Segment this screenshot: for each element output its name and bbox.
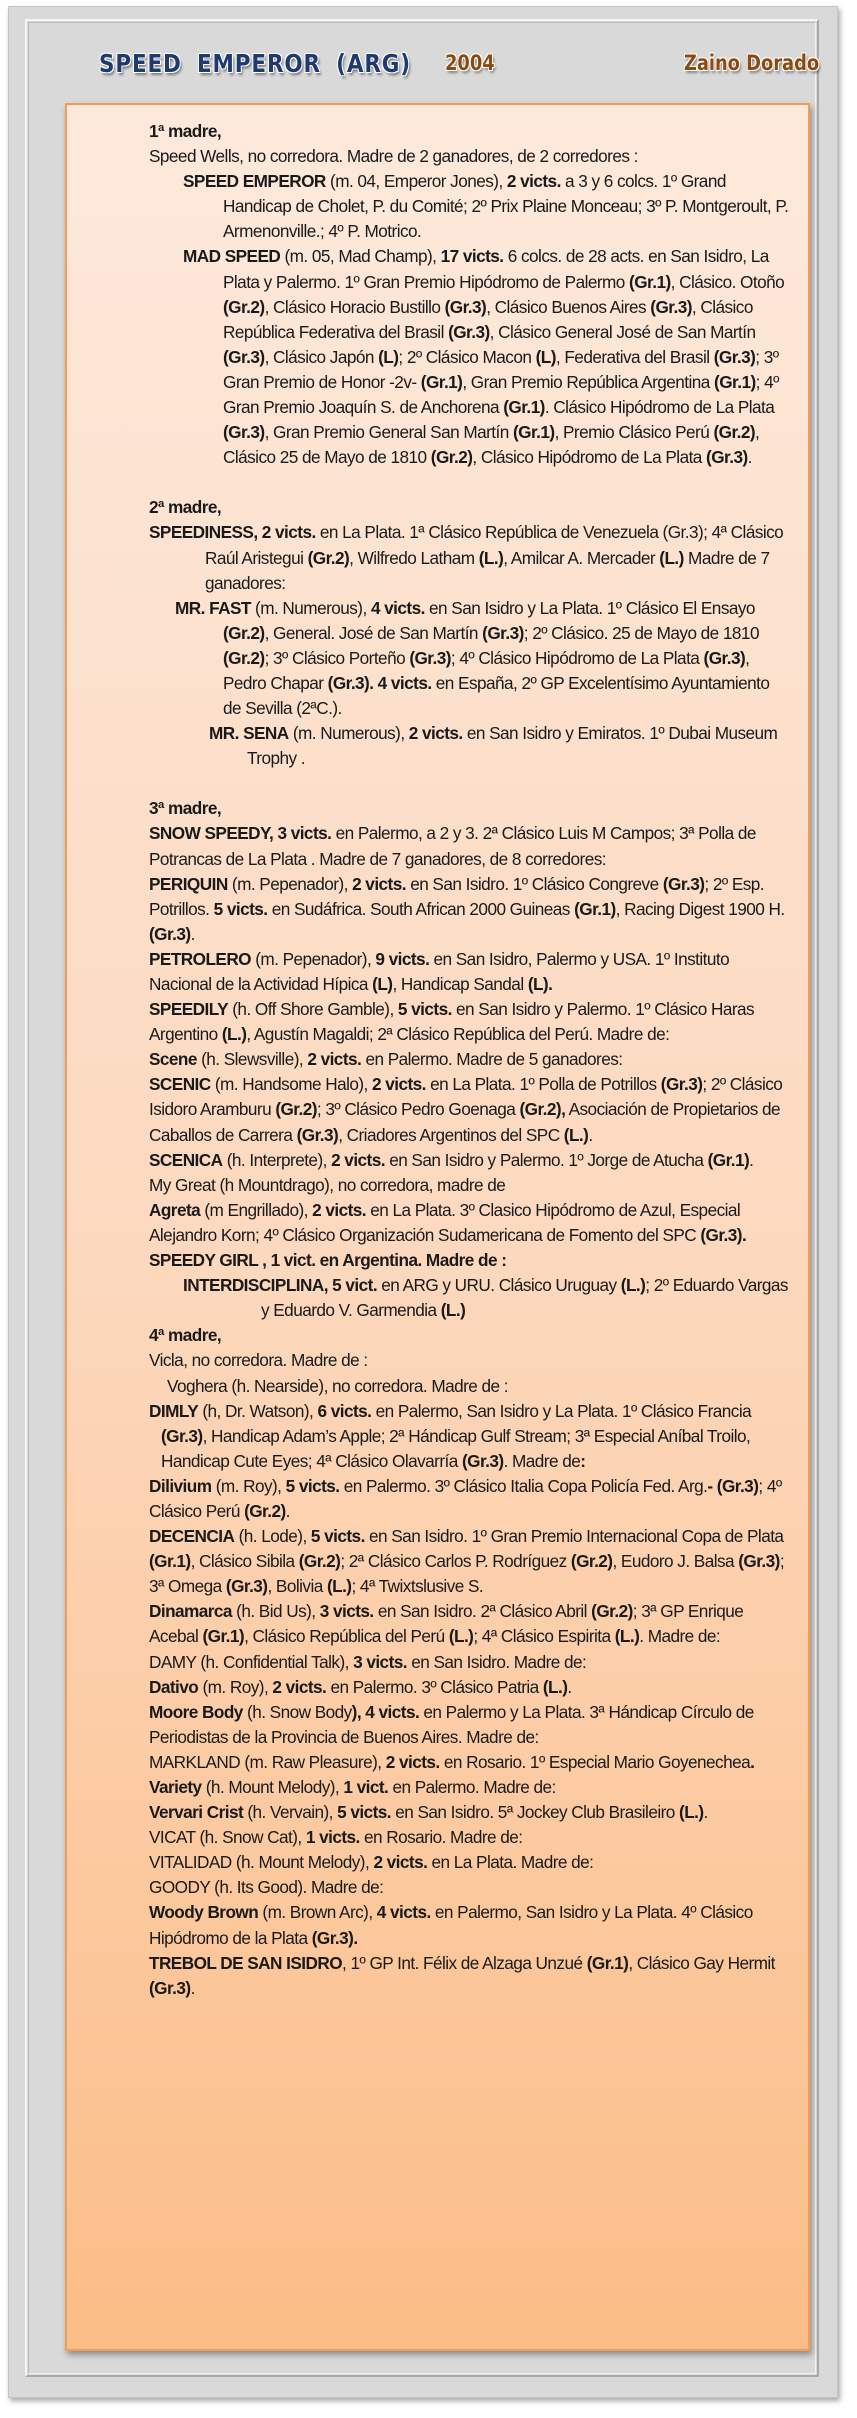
pedigree-entry	[149, 997, 789, 1047]
text-run: ; 3º Clásico Pedro Goenaga	[316, 1099, 520, 1120]
text-run: , Clásico General José de San Martín	[489, 321, 756, 342]
bold-run: (Gr.2)	[298, 1551, 341, 1572]
text-run: , Criadores Argentinos del SPC	[338, 1124, 564, 1145]
text-run: , Clásico Hipódromo de La Plata	[472, 447, 707, 468]
pedigree-entry	[149, 1173, 789, 1198]
page-frame	[8, 6, 838, 2398]
text-run: , Clásico Gay Hermit	[628, 1952, 775, 1973]
pedigree-entry	[149, 821, 789, 871]
birth-year: 2004	[445, 51, 495, 75]
text-run: en La Plata. 1ª Clásico República de Venezuela (Gr.3); 4ª Clásico Raúl Aristegui	[205, 522, 784, 568]
text-run: , General. José de San Martín	[264, 622, 483, 643]
text-run: , Wilfredo Latham	[349, 547, 479, 568]
text-run: en España, 2º GP Excelentísimo Ayuntamiento de Sevilla (2ªC.).	[223, 672, 770, 719]
bold-run: Scene	[149, 1049, 197, 1070]
text-run: , Eudoro J. Balsa	[612, 1551, 739, 1572]
text-run: , Racing Digest 1900 H.	[615, 898, 785, 919]
text-run: (m. Pepenador),	[251, 948, 376, 969]
bold-run: - (Gr.3)	[707, 1475, 759, 1496]
pedigree-entry	[149, 1524, 789, 1599]
text-run: en Palermo. Madre de 5 ganadores:	[361, 1049, 623, 1070]
text-run: en Palermo, a 2 y 3. 2ª Clásico Luis M Campos; 3ª Polla de Potrancas de La Plata . Madre de 7 ganadores, de 8 corredores:	[149, 823, 756, 869]
bold-run: (Gr.3)	[223, 422, 265, 443]
bold-run: (L.)	[326, 1576, 352, 1597]
bold-run: MAD SPEED	[183, 246, 281, 267]
text-run: a 3 y 6 colcs. 1º Grand Handicap de Cholet, P. du Comité; 2º Prix Plaine Monceau; 3º P. Montgeroult, P. Armenonville.; 4º P. Motrico.	[223, 171, 789, 242]
text-run: ; 4ª Clásico Espirita	[473, 1626, 615, 1647]
bold-run: (Gr.3)	[448, 321, 490, 342]
bold-run: PERIQUIN	[149, 873, 228, 894]
text-run: en San Isidro, Palermo y USA. 1º Instituto Nacional de la Actividad Hípica	[149, 948, 730, 994]
bold-run: (L)	[535, 346, 556, 367]
text-run: .	[285, 1500, 290, 1521]
pedigree-entry	[149, 1273, 789, 1323]
text-run: (m. Roy),	[198, 1676, 273, 1697]
text-run: , Premio Clásico Perú	[554, 422, 714, 443]
bold-run: (Gr.1)	[420, 371, 463, 392]
text-run: .	[567, 1676, 572, 1697]
text-run: (m. 05, Mad Champ),	[280, 246, 441, 267]
text-run: en Palermo y La Plata. 3ª Hándicap Círculo de Periodistas de la Provincia de Buenos Aires. Madre de:	[149, 1701, 754, 1747]
text-run: en San Isidro. 5ª Jockey Club Brasileiro	[391, 1802, 680, 1823]
text-run: MARKLAND (m. Raw Pleasure),	[149, 1751, 386, 1772]
bold-run: PETROLERO	[149, 948, 252, 969]
bold-run: SCENICA	[149, 1149, 223, 1170]
bold-run: (Gr.2)	[223, 647, 265, 668]
pedigree-panel	[65, 103, 810, 2351]
bold-run: SCENIC	[149, 1074, 211, 1095]
text-run: (h. Off Shore Gamble),	[228, 999, 398, 1020]
bold-run: Woody Brown	[149, 1902, 259, 1923]
bold-run: 1 vict.	[343, 1777, 389, 1797]
text-run: en Palermo. Madre de:	[388, 1777, 556, 1797]
text-run: en Palermo. 3º Clásico Patria	[326, 1676, 543, 1697]
header	[99, 49, 819, 85]
text-run: (m. Pepenador),	[227, 873, 353, 894]
text-run: , Agustín Magaldi; 2ª Clásico República del Perú. Madre de:	[246, 1024, 670, 1045]
bold-run: 2 victs.	[506, 171, 561, 192]
text-run: , Clásico Japón	[264, 346, 379, 367]
text-run: .	[190, 923, 195, 944]
bold-run: (Gr.2)	[223, 622, 265, 643]
text-run: (m. Numerous),	[250, 597, 371, 618]
text-run: (m. Numerous),	[288, 723, 409, 744]
bold-run: (Gr.2)	[591, 1601, 633, 1622]
text-run: , Clásico República del Perú	[244, 1626, 449, 1647]
text-run: ; 3ª Omega	[149, 1551, 785, 1597]
text-run: Asociación de Propietarios de Caballos de Carrera	[149, 1099, 781, 1145]
bold-run: :	[580, 1450, 586, 1471]
pedigree-entry	[149, 1900, 789, 1950]
pedigree-entry	[149, 169, 789, 244]
text-run: en Rosario. Madre de:	[359, 1827, 523, 1848]
text-run: , Federativa del Brasil	[555, 346, 714, 367]
pedigree-entry	[149, 1825, 789, 1850]
text-run: ; 3º Gran Premio de Honor -2v-	[223, 346, 779, 392]
bold-run: 2 victs.	[408, 723, 463, 744]
bold-run: 2 victs.	[371, 1074, 426, 1095]
bold-run: .	[750, 1751, 755, 1772]
bold-run: (L.)	[478, 547, 504, 568]
text-run: , Clásico. Otoño	[670, 271, 785, 292]
text-run: (h. Bid Us),	[231, 1601, 320, 1622]
text-run: 6 colcs. de 28 acts. en San Isidro, La Plata y Palermo. 1º Gran Premio Hipódromo de Palermo	[223, 246, 769, 292]
bold-run: (Gr.3)	[650, 296, 692, 317]
bold-run: (L).	[527, 974, 553, 994]
pedigree-entry	[149, 1675, 789, 1700]
text-run: ; 3ª GP Enrique Acebal	[149, 1601, 744, 1647]
bold-run: (Gr.1)	[512, 422, 555, 443]
text-run: Madre de 7 ganadores:	[205, 547, 770, 593]
bold-run: 5 victs.	[337, 1802, 391, 1823]
pedigree-entry	[149, 596, 789, 721]
bold-run: (L.)	[440, 1300, 466, 1321]
pedigree-entry	[149, 1875, 789, 1900]
bold-run: (Gr.3)	[225, 1576, 268, 1597]
bold-run: (L)	[372, 974, 393, 994]
bold-run: (Gr.3)	[409, 647, 451, 668]
bold-run: (Gr.3)	[482, 622, 524, 643]
text-run: ; 4º Clásico Perú	[149, 1475, 782, 1521]
bold-run: 5 victs.	[310, 1526, 365, 1547]
bold-run: 4 victs.	[376, 1902, 431, 1923]
bold-run: (Gr.2)	[430, 447, 473, 468]
bold-run: (Gr.1)	[149, 1551, 191, 1572]
text-run: , Gran Premio República Argentina	[462, 371, 715, 392]
bold-run: Moore Body	[149, 1701, 243, 1722]
pedigree-entry	[149, 1474, 789, 1524]
text-run: (m. Roy),	[211, 1475, 286, 1496]
bold-run: 5 victs.	[213, 898, 268, 919]
bold-run: Variety	[149, 1777, 202, 1797]
bold-run: (Gr.3)	[444, 296, 487, 317]
text-run: ; 2º Eduardo Vargas y Eduardo V. Garmendia	[261, 1275, 788, 1321]
bold-run: (Gr.3)	[703, 647, 746, 668]
pedigree-entry	[149, 144, 789, 169]
bold-run: SPEED EMPEROR	[183, 171, 326, 192]
text-run: , Clásico Horacio Bustillo	[264, 296, 445, 317]
text-run: My Great (h Mountdrago), no corredora, madre de	[149, 1174, 506, 1195]
bold-run: 3 victs.	[353, 1651, 407, 1672]
text-run: en Sudáfrica. South African 2000 Guineas	[267, 898, 575, 919]
bold-run: (Gr.3)	[296, 1124, 339, 1145]
bold-run: (Gr.1)	[629, 271, 671, 292]
bold-run: (Gr.2)	[307, 547, 350, 568]
text-run: (m. Handsome Halo),	[210, 1074, 372, 1095]
text-run: (h. Mount Melody),	[201, 1777, 344, 1797]
bold-run: (L.)	[221, 1024, 247, 1045]
bold-run: (Gr.1)	[586, 1952, 629, 1973]
bold-run: (Gr.3)	[660, 1074, 703, 1095]
pedigree-entry	[149, 1951, 789, 2001]
bold-run: (Gr.1)	[202, 1626, 245, 1647]
bold-run: (Gr.2)	[570, 1551, 613, 1572]
bold-run: SPEEDINESS, 2 victs.	[149, 522, 316, 543]
bold-run: 1 victs.	[305, 1827, 360, 1848]
bold-run: 2 victs.	[331, 1149, 385, 1170]
bold-run: (Gr.2)	[244, 1500, 286, 1521]
text-run: en La Plata. 3º Clasico Hipódromo de Azul, Especial Alejandro Korn; 4º Clásico Organización Sudamericana de Fomento del SPC	[149, 1199, 741, 1245]
horse-name-title: SPEED EMPEROR (ARG)	[99, 49, 411, 78]
text-run: en San Isidro y Emiratos. 1º Dubai Museum Trophy .	[247, 723, 778, 769]
text-run: ; 2º Clásico Isidoro Aramburu	[149, 1074, 783, 1120]
text-run: ; 4º Gran Premio Joaquín S. de Anchorena	[223, 371, 779, 418]
pedigree-entry	[149, 1047, 789, 1072]
section-heading: 1ª madre,	[149, 121, 222, 141]
text-run: , Clásico 25 de Mayo de 1810	[223, 422, 760, 468]
pedigree-entry	[149, 1800, 789, 1825]
text-run: , Amilcar A. Mercader	[503, 547, 660, 568]
bold-run: MR. FAST	[175, 597, 251, 618]
text-run: , Clásico República Federativa del Brasil	[223, 296, 753, 342]
bold-run: (L.)	[620, 1275, 646, 1296]
bold-run: (Gr.3)	[738, 1551, 780, 1572]
text-run: , Pedro Chapar	[223, 647, 750, 693]
bold-run: (Gr.3)	[223, 346, 265, 367]
bold-run: (Gr.3)	[713, 346, 756, 367]
text-run: ; 4º Clásico Hipódromo de La Plata	[450, 647, 704, 668]
bold-run: 2 victs.	[312, 1199, 366, 1220]
text-run: en San Isidro. 2ª Clásico Abril	[373, 1601, 592, 1622]
text-run: en Palermo, San Isidro y La Plata. 4º Clásico Hipódromo de la Plata	[149, 1902, 753, 1948]
pedigree-entry	[149, 1348, 789, 1373]
text-run: , Handicap Adam’s Apple; 2ª Hándicap Gulf Stream; 3ª Especial Aníbal Troilo, Handicap Cute Eyes; 4ª Clásico Olavarría	[161, 1425, 751, 1471]
section-heading: 2ª madre,	[149, 497, 222, 518]
text-run: (h, Dr. Watson),	[198, 1400, 318, 1421]
bold-run: (Gr.3).	[700, 1224, 747, 1245]
bold-run: (Gr.1)	[714, 371, 756, 392]
bold-run: (L.)	[542, 1676, 568, 1697]
bold-run: Vervari Crist	[149, 1802, 244, 1823]
bold-run: (Gr.3)	[149, 923, 191, 944]
bold-run: MR. SENA	[209, 723, 289, 744]
pedigree-entry	[149, 1374, 789, 1399]
bold-run: Dativo	[149, 1676, 199, 1697]
text-run: en Palermo, San Isidro y La Plata. 1º Clásico Francia	[371, 1400, 752, 1421]
text-run: GOODY (h. Its Good). Madre de:	[149, 1877, 384, 1898]
section-spacer	[149, 470, 789, 495]
bold-run: TREBOL DE SAN ISIDRO	[149, 1952, 343, 1973]
text-run: (h. Snow Body	[242, 1701, 352, 1722]
pedigree-content	[149, 119, 789, 2001]
text-run: Voghera (h. Nearside), no corredora. Madre de :	[167, 1375, 509, 1396]
bold-run: DECENCIA	[149, 1526, 235, 1547]
text-run: (m. 04, Emperor Jones),	[325, 171, 507, 192]
pedigree-entry	[149, 1700, 789, 1750]
text-run: DAMY (h. Confidential Talk),	[149, 1651, 354, 1672]
bold-run: (Gr.3)	[149, 1977, 191, 1998]
bold-run: 2 victs.	[373, 1852, 428, 1873]
bold-run: SNOW SPEEDY, 3 victs.	[149, 823, 332, 844]
text-run: .	[190, 1977, 195, 1998]
text-run: VICAT (h. Snow Cat),	[149, 1827, 306, 1848]
pedigree-entry	[149, 1248, 789, 1273]
bold-run: Agreta	[149, 1199, 201, 1220]
text-run: . Madre de	[503, 1450, 581, 1471]
bold-run: 3 victs.	[319, 1601, 374, 1622]
pedigree-entry	[149, 1198, 789, 1248]
pedigree-entry	[149, 872, 789, 947]
bold-run: (Gr.1)	[503, 397, 545, 418]
text-run: Speed Wells, no corredora. Madre de 2 ganadores, de 2 corredores :	[149, 146, 638, 167]
bold-run: (Gr.3)	[161, 1425, 203, 1446]
bold-run: Dilivium	[149, 1475, 212, 1496]
text-run: en La Plata. Madre de:	[427, 1852, 594, 1873]
pedigree-entry	[149, 520, 789, 595]
pedigree-entry	[149, 244, 789, 470]
text-run: , Handicap Sandal	[392, 974, 528, 994]
text-run: .	[703, 1802, 708, 1823]
text-run: , Clásico Buenos Aires	[486, 296, 651, 317]
bold-run: 17 victs.	[440, 246, 504, 267]
bold-run: INTERDISCIPLINA, 5 vict.	[183, 1275, 378, 1296]
bold-run: ), 4 victs.	[351, 1701, 420, 1722]
text-run: (h. Lode),	[234, 1526, 311, 1547]
text-run: en La Plata. 1º Polla de Potrillos	[425, 1074, 661, 1095]
text-run: ; 2º Clásico. 25 de Mayo de 1810	[523, 622, 759, 643]
text-run: en San Isidro y La Plata. 1º Clásico El Ensayo	[424, 597, 755, 618]
text-run: (h. Vervain),	[243, 1802, 338, 1823]
bold-run: (L.)	[448, 1626, 474, 1647]
bold-run: (Gr.2),	[519, 1099, 566, 1120]
text-run: (m Engrillado),	[200, 1199, 313, 1220]
bold-run: (Gr.1)	[707, 1149, 750, 1170]
pedigree-entry	[149, 1750, 789, 1775]
text-run: . Clásico Hipódromo de La Plata	[544, 397, 775, 418]
text-run: en Rosario. 1º Especial Mario Goyenechea	[439, 1751, 751, 1772]
text-run: ; 3º Clásico Porteño	[264, 647, 410, 668]
pedigree-entry	[149, 721, 789, 771]
text-run: ; 2º Esp. Potrillos.	[149, 873, 765, 919]
bold-run: SPEEDY GIRL , 1 vict. en Argentina. Madre de :	[149, 1250, 507, 1271]
bold-run: (L)	[378, 346, 399, 367]
pedigree-entry	[149, 1072, 789, 1147]
text-run: ; 2º Clásico Macon	[398, 346, 536, 367]
pedigree-entry	[149, 1399, 789, 1474]
text-run: VITALIDAD (h. Mount Melody),	[149, 1852, 374, 1873]
pedigree-entry	[149, 947, 789, 997]
bold-run: 5 victs.	[285, 1475, 340, 1496]
text-run: en San Isidro. 1º Clásico Congreve	[405, 873, 663, 894]
pedigree-entry	[149, 1850, 789, 1875]
bold-run: 6 victs.	[317, 1400, 372, 1421]
section-spacer	[149, 771, 789, 796]
bold-run: 5 victs.	[397, 999, 452, 1020]
pedigree-entry	[149, 1148, 789, 1173]
pedigree-entry	[149, 1599, 789, 1649]
text-run: (h. Slewsville),	[196, 1049, 308, 1070]
bold-run: 4 victs.	[370, 597, 425, 618]
text-run: en San Isidro. 1º Gran Premio Internacional Copa de Plata	[364, 1526, 784, 1547]
text-run: . Madre de:	[639, 1626, 721, 1647]
bold-run: SPEEDILY	[149, 999, 229, 1020]
text-run: ; 2ª Clásico Carlos P. Rodríguez	[340, 1551, 571, 1572]
text-run: Vicla, no corredora. Madre de :	[149, 1350, 368, 1371]
bold-run: (Gr.3)	[706, 447, 748, 468]
text-run: .	[747, 447, 752, 468]
bold-run: (Gr.2)	[275, 1099, 317, 1120]
text-run: (m. Brown Arc),	[258, 1902, 377, 1923]
bold-run: (Gr.3).	[311, 1927, 358, 1948]
text-run: , Bolivia	[267, 1576, 327, 1597]
bold-run: 2 victs.	[307, 1049, 362, 1070]
text-run: en San Isidro y Palermo. 1º Clásico Haras Argentino	[149, 999, 755, 1045]
bold-run: (Gr.2)	[223, 296, 265, 317]
pedigree-entry	[149, 1775, 789, 1800]
text-run: .	[749, 1149, 754, 1170]
pedigree-entry	[149, 1650, 789, 1675]
section-heading: 4ª madre,	[149, 1325, 222, 1346]
bold-run: (L.)	[614, 1626, 640, 1647]
bold-run: (Gr.1)	[574, 898, 616, 919]
coat-color: Zaino Dorado	[683, 51, 819, 75]
text-run: , Gran Premio General San Martín	[264, 422, 513, 443]
bold-run: (L.)	[659, 547, 684, 568]
text-run: .	[588, 1124, 593, 1145]
bold-run: 2 victs.	[272, 1676, 327, 1697]
bold-run: (Gr.2)	[713, 422, 756, 443]
bold-run: (L.)	[563, 1124, 589, 1145]
text-run: ; 4ª Twixtslusive S.	[351, 1576, 484, 1597]
bold-run: Dinamarca	[149, 1601, 232, 1622]
text-run: (h. Interprete),	[222, 1149, 332, 1170]
text-run: en ARG y URU. Clásico Uruguay	[377, 1275, 621, 1296]
text-run: en San Isidro. Madre de:	[406, 1651, 587, 1672]
bold-run: (Gr.3)	[461, 1450, 504, 1471]
bold-run: 2 victs.	[385, 1751, 440, 1772]
bold-run: 2 victs.	[352, 873, 406, 894]
text-run: , Clásico Sibila	[190, 1551, 299, 1572]
text-run: en Palermo. 3º Clásico Italia Copa Policía Fed. Arg.	[339, 1475, 708, 1496]
bold-run: (Gr.3)	[662, 873, 705, 894]
text-run: , 1º GP Int. Félix de Alzaga Unzué	[342, 1952, 587, 1973]
bold-run: (L.)	[679, 1802, 704, 1823]
bold-run: DIMLY	[149, 1400, 199, 1421]
bold-run: (Gr.3). 4 victs.	[327, 672, 432, 693]
text-run: en San Isidro y Palermo. 1º Jorge de Atucha	[384, 1149, 708, 1170]
bold-run: 9 victs.	[375, 948, 430, 969]
section-heading: 3ª madre,	[149, 798, 222, 819]
